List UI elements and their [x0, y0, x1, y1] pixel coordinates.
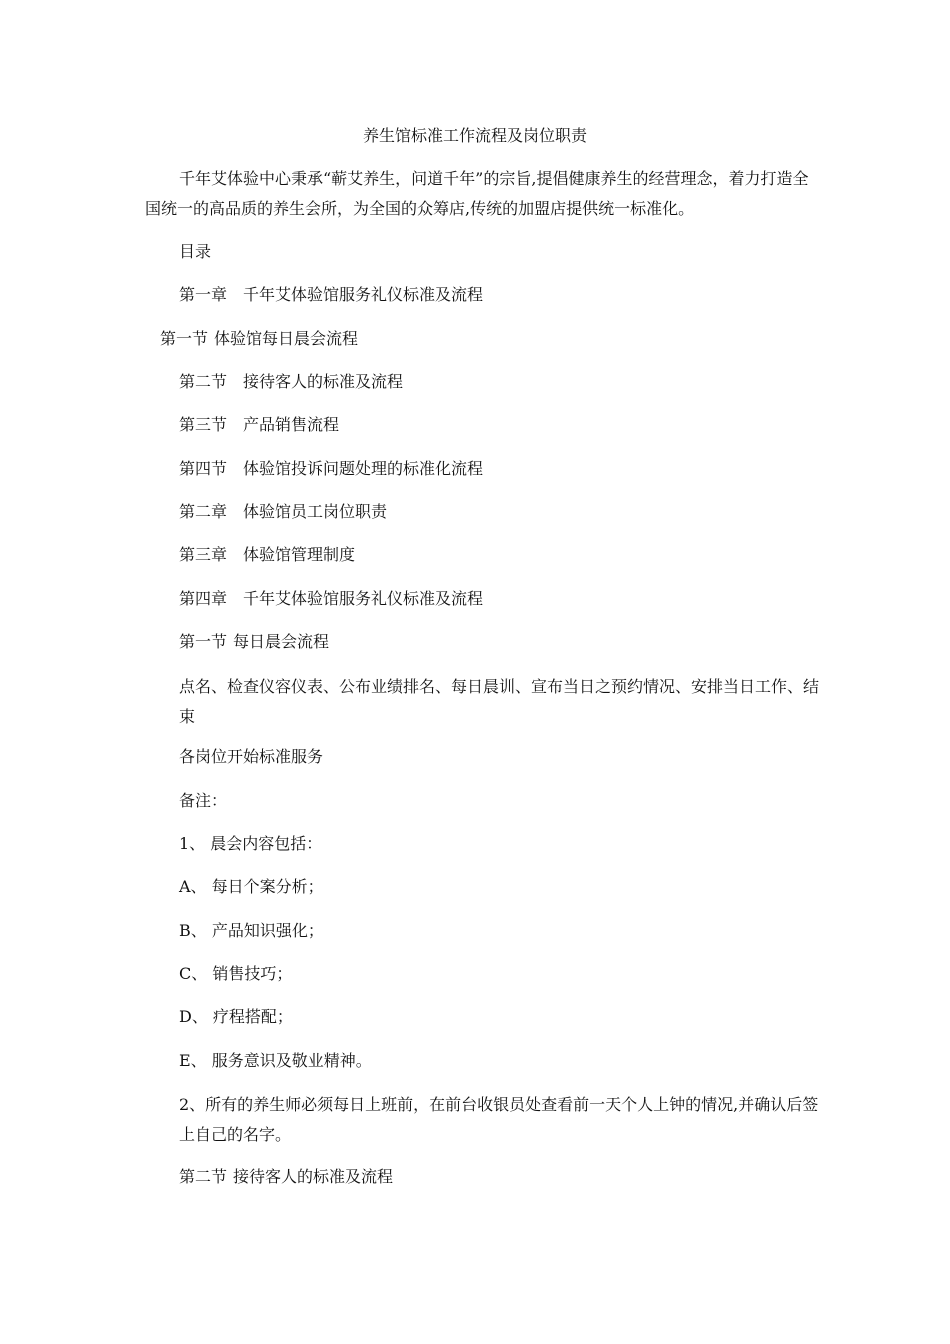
toc-item-number: 第一节 [160, 329, 209, 348]
section-title: 每日晨会流程 [233, 632, 330, 651]
toc-item [179, 586, 483, 612]
morning-meeting-flow: 点名、检查仪容仪表、公布业绩排名、每日晨训、宣布当日之预约情况、安排当日工作、结束 [179, 677, 820, 726]
toc-item [179, 282, 483, 308]
note-subitem: D、 疗程搭配； [179, 1007, 293, 1026]
note-subitem: A、 每日个案分析； [179, 877, 324, 896]
note-subitem: E、 服务意识及敬业精神。 [179, 1051, 372, 1070]
toc-item-text: 千年艾体验馆服务礼仪标准及流程 [243, 285, 484, 304]
toc-item [179, 456, 483, 482]
toc-item-text: 体验馆员工岗位职责 [243, 502, 388, 521]
toc-item [179, 542, 355, 568]
toc-item [179, 412, 339, 438]
toc-item-text: 千年艾体验馆服务礼仪标准及流程 [243, 589, 484, 608]
toc-item-text: 产品销售流程 [243, 415, 340, 434]
toc-item-text: 体验馆每日晨会流程 [214, 329, 359, 348]
toc-item-number: 第四章 [179, 589, 228, 608]
toc-item-number: 第二章 [179, 502, 228, 521]
toc-item-number: 第二节 [179, 372, 228, 391]
toc-item-text: 接待客人的标准及流程 [243, 372, 404, 391]
section-title: 接待客人的标准及流程 [233, 1167, 394, 1186]
toc-heading: 目录 [179, 242, 212, 261]
toc-item-number: 第四节 [179, 459, 228, 478]
toc-item [179, 499, 387, 525]
toc-item-text: 体验馆管理制度 [243, 545, 356, 564]
toc-item [179, 369, 403, 395]
notes-label: 备注： [179, 791, 228, 810]
toc-item-text: 体验馆投诉问题处理的标准化流程 [243, 459, 484, 478]
start-service-text: 各岗位开始标准服务 [179, 747, 324, 766]
section-heading [179, 629, 329, 655]
section-number: 第二节 [179, 1167, 228, 1186]
toc-item-number: 第三章 [179, 545, 228, 564]
toc-item-number: 第三节 [179, 415, 228, 434]
intro-paragraph: 千年艾体验中心秉承“蕲艾养生，问道千年”的宗旨,提倡健康养生的经营理念，着力打造全国统一的高品质的养生会所，为全国的众筹店,传统的加盟店提供统一标准化。 [145, 169, 809, 218]
section-number: 第一节 [179, 632, 228, 651]
document-title: 养生馆标准工作流程及岗位职责 [362, 126, 587, 145]
toc-item [160, 326, 358, 352]
note-item: 1、 晨会内容包括： [179, 834, 323, 853]
note-item: 2、所有的养生师必须每日上班前，在前台收银员处查看前一天个人上钟的情况,并确认后签上自己的名字。 [179, 1095, 819, 1144]
section-heading [179, 1164, 393, 1190]
toc-item-number: 第一章 [179, 285, 228, 304]
note-subitem: B、 产品知识强化； [179, 921, 324, 940]
note-subitem: C、 销售技巧； [179, 964, 293, 983]
